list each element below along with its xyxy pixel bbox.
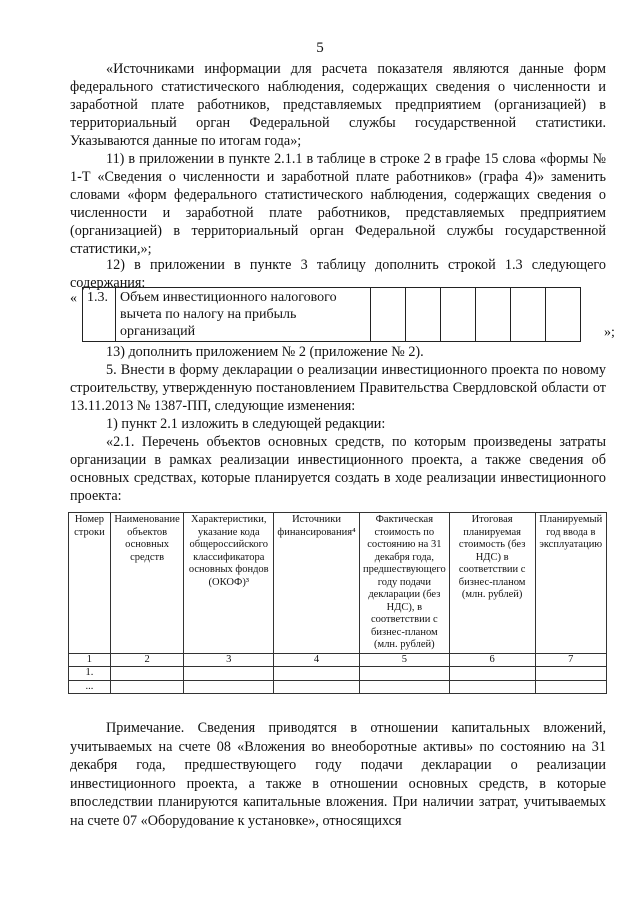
column-number: 4: [274, 653, 360, 667]
empty-cell: [511, 288, 546, 342]
column-header: Характеристики, указание кода общероссийского классификатора основных фондов (ОКОФ)³: [184, 513, 274, 654]
table-cell: [449, 667, 535, 681]
column-header: Номер строки: [69, 513, 111, 654]
column-header: Наименование объектов основных средств: [110, 513, 184, 654]
paragraph-item-13: 13) дополнить приложением № 2 (приложение № 2).: [106, 344, 424, 360]
column-header: Фактическая стоимость по состоянию на 31 декабря года, предшествующего году подачи декларации (без НДС), в соответствии с бизнес-планом (млн. рублей): [359, 513, 449, 654]
column-number: 5: [359, 653, 449, 667]
table-cell: [110, 667, 184, 681]
empty-cell: [406, 288, 441, 342]
empty-cell: [546, 288, 581, 342]
table-cell: [359, 667, 449, 681]
column-number: 6: [449, 653, 535, 667]
empty-cell: [371, 288, 406, 342]
table-row: [69, 680, 607, 694]
close-quote: »;: [604, 325, 615, 340]
table-header-row: [69, 513, 607, 654]
column-header: Планируемый год ввода в эксплуатацию: [535, 513, 607, 654]
paragraph-item-11: 11) в приложении в пункте 2.1.1 в таблице в строке 2 в графе 15 слова «формы № 1-Т «Сведения о численности и заработной плате работников» (графа 4)» заменить словами «форм федерального статистического наблюдения, содержащих сведения о численности и заработной плате работников, представляемых предприятием (организацией) в территориальный орган Федеральной службы государственной статистики,»;: [70, 151, 606, 257]
paragraph-note: Примечание. Сведения приводятся в отношении капитальных вложений, учитываемых на счете 08 «Вложения во внеоборотные активы» по состоянию на 31 декабря года, предшествующего году подачи декларации о реализации инвестиционного проекта, а также в отношении основных средств, в которые впоследствии планируются капитальные вложения. При наличии затрат, учитываемых на счете 07 «Оборудование к установке», относящихся: [70, 720, 606, 829]
table-cell: [449, 680, 535, 694]
table-cell: 1.: [69, 667, 111, 681]
table-cell: [274, 680, 360, 694]
table-cell: [184, 680, 274, 694]
column-number: 3: [184, 653, 274, 667]
row-number: 1.3.: [83, 288, 116, 342]
table-row: [69, 667, 607, 681]
column-header: Источники финансирования⁴: [274, 513, 360, 654]
empty-cell: [441, 288, 476, 342]
paragraph-item-1: 1) пункт 2.1 изложить в следующей редакции:: [106, 416, 386, 432]
open-quote: «: [70, 291, 77, 306]
table-cell: [110, 680, 184, 694]
column-number-row: [69, 653, 607, 667]
paragraph-2-1: «2.1. Перечень объектов основных средств, по которым произведены затраты организации в рамках реализации инвестиционного проекта, а также сведения об основных средствах, которые планируется создать в ходе реализации инвестиционного проекта:: [70, 434, 606, 504]
table-cell: [359, 680, 449, 694]
table-cell: [535, 667, 607, 681]
column-header: Итоговая планируемая стоимость (без НДС) в соответствии с бизнес-планом (млн. рублей): [449, 513, 535, 654]
table-cell: [535, 680, 607, 694]
table-cell: [184, 667, 274, 681]
paragraph-section-5: 5. Внести в форму декларации о реализации инвестиционного проекта по новому строительству, утвержденную постановлением Правительства Свердловской области от 13.11.2013 № 1387-ПП, следующие изменения:: [70, 362, 606, 414]
table-cell: [274, 667, 360, 681]
row-text: Объем инвестиционного налогового вычета по налогу на прибыль организаций: [116, 288, 371, 342]
column-number: 2: [110, 653, 184, 667]
paragraph-item-12: 12) в приложении в пункте 3 таблицу дополнить строкой 1.3 следующего содержания:: [70, 257, 606, 291]
table-cell: ...: [69, 680, 111, 694]
empty-cell: [476, 288, 511, 342]
column-number: 7: [535, 653, 607, 667]
inserted-row-table: [82, 287, 581, 342]
column-number: 1: [69, 653, 111, 667]
paragraph-info-sources: «Источниками информации для расчета показателя являются данные форм федерального статистического наблюдения, содержащих сведения о численности и заработной плате работников, представляемых предприятием (организацией) в территориальный орган Федеральной службы государственной статистики. Указываются данные по итогам года»;: [70, 61, 606, 149]
fixed-assets-table: [68, 512, 607, 694]
page-number: 5: [316, 40, 324, 56]
